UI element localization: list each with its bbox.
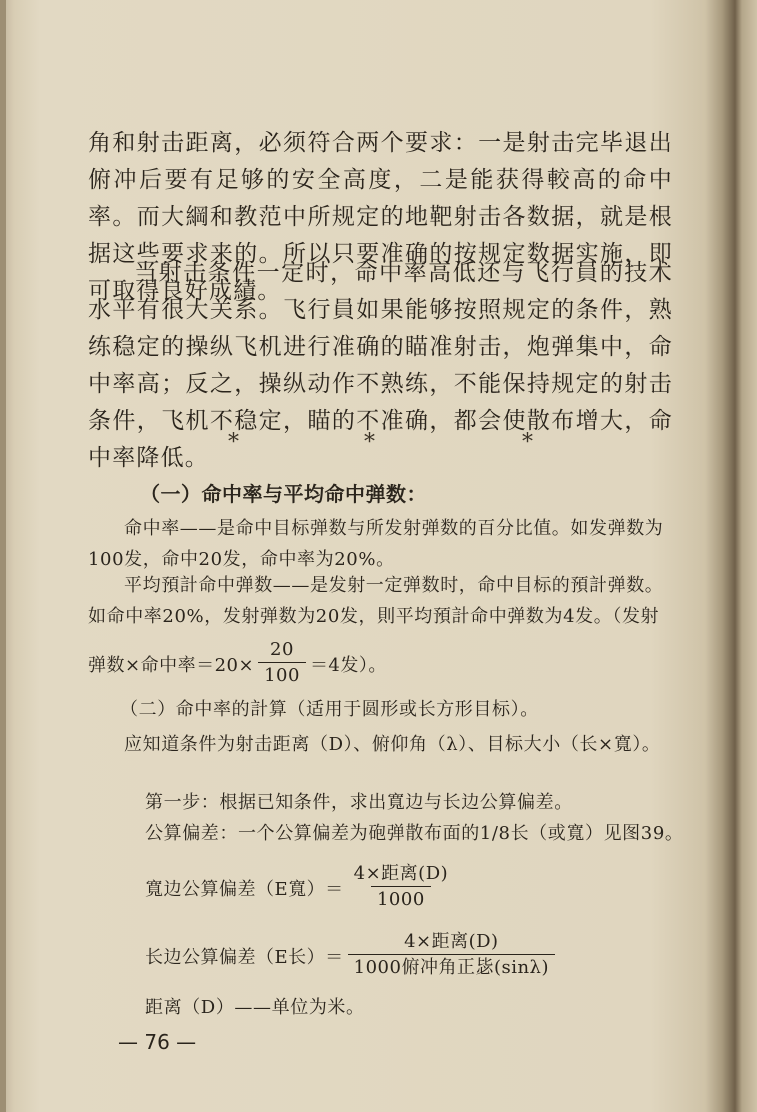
definition-expected-hits: 平均預計命中弹数——是发射一定弹数时，命中目标的預計弹数。如命中率20%，发射弹数为20发，則平均預計命中弹数为4发。（发射 (88, 575, 664, 627)
formula-prefix: 长边公算偏差（E长）＝ (145, 946, 344, 968)
known-conditions: 应知道条件为射击距离（D）、俯仰角（λ）、目标大小（长×寬）。 (124, 734, 661, 755)
fraction-denominator: 1000 (371, 886, 431, 913)
formula-prefix: 弹数×命中率＝20× (88, 654, 255, 676)
formula-suffix: ＝4发）。 (309, 654, 387, 676)
formula-expected-hits (88, 638, 387, 689)
probable-deviation-def: 公算偏差：一个公算偏差为砲弹散布面的1/8长（或寬）见图39。 (145, 823, 684, 844)
divider-star: * (364, 430, 375, 455)
step-one: 第一步：根据已知条件，求出寬边与长边公算偏差。 (145, 792, 573, 813)
fraction-denominator: 1000俯冲角正毖(sinλ) (348, 954, 555, 981)
definition-hit-rate: 命中率——是命中目标弹数与所发射弹数的百分比值。如发弹数为100发，命中20发，命中率为20%。 (88, 518, 664, 570)
formula-width-deviation (145, 862, 458, 913)
section-divider (0, 430, 757, 460)
paragraph-2: 当射击条件一定时，命中率高低还与飞行員的技术水平有很大关系。飞行員如果能够按照规定的条件，熟练稳定的操纵飞机进行准确的瞄准射击，炮弹集中，命中率高；反之，操纵动作不熟练，不能保持规定的射击条件，飞机不稳定，瞄的不准确，都会使散布增大，命中率降低。 (88, 260, 673, 471)
divider-star: * (522, 430, 533, 455)
fraction-denominator: 100 (258, 662, 306, 689)
paragraph-1: 角和射击距离，必须符合两个要求：一是射击完毕退出俯冲后要有足够的安全高度，二是能获得較高的命中率。而大綱和教范中所规定的地靶射击各数据，就是根据这些要求来的。所以只要准确的按规定数据实施，即可取得良好成績。 (88, 130, 673, 304)
divider-star: * (228, 430, 239, 455)
section-heading-1: （一）命中率与平均命中弹数： (140, 482, 427, 506)
unit-note: 距离（D）——单位为米。 (145, 997, 365, 1018)
fraction (258, 638, 306, 689)
fraction (348, 862, 455, 913)
fraction-numerator: 4×距离(D) (404, 931, 499, 952)
formula-prefix: 寬边公算偏差（E寬）＝ (145, 878, 344, 900)
fraction (348, 930, 555, 981)
formula-length-deviation (145, 930, 559, 981)
fraction-numerator: 20 (270, 639, 294, 660)
section-heading-2: （二）命中率的計算（适用于圆形或长方形目标）。 (120, 699, 539, 720)
page-number: — 76 — (118, 1030, 197, 1054)
fraction-numerator: 4×距离(D) (353, 863, 449, 884)
